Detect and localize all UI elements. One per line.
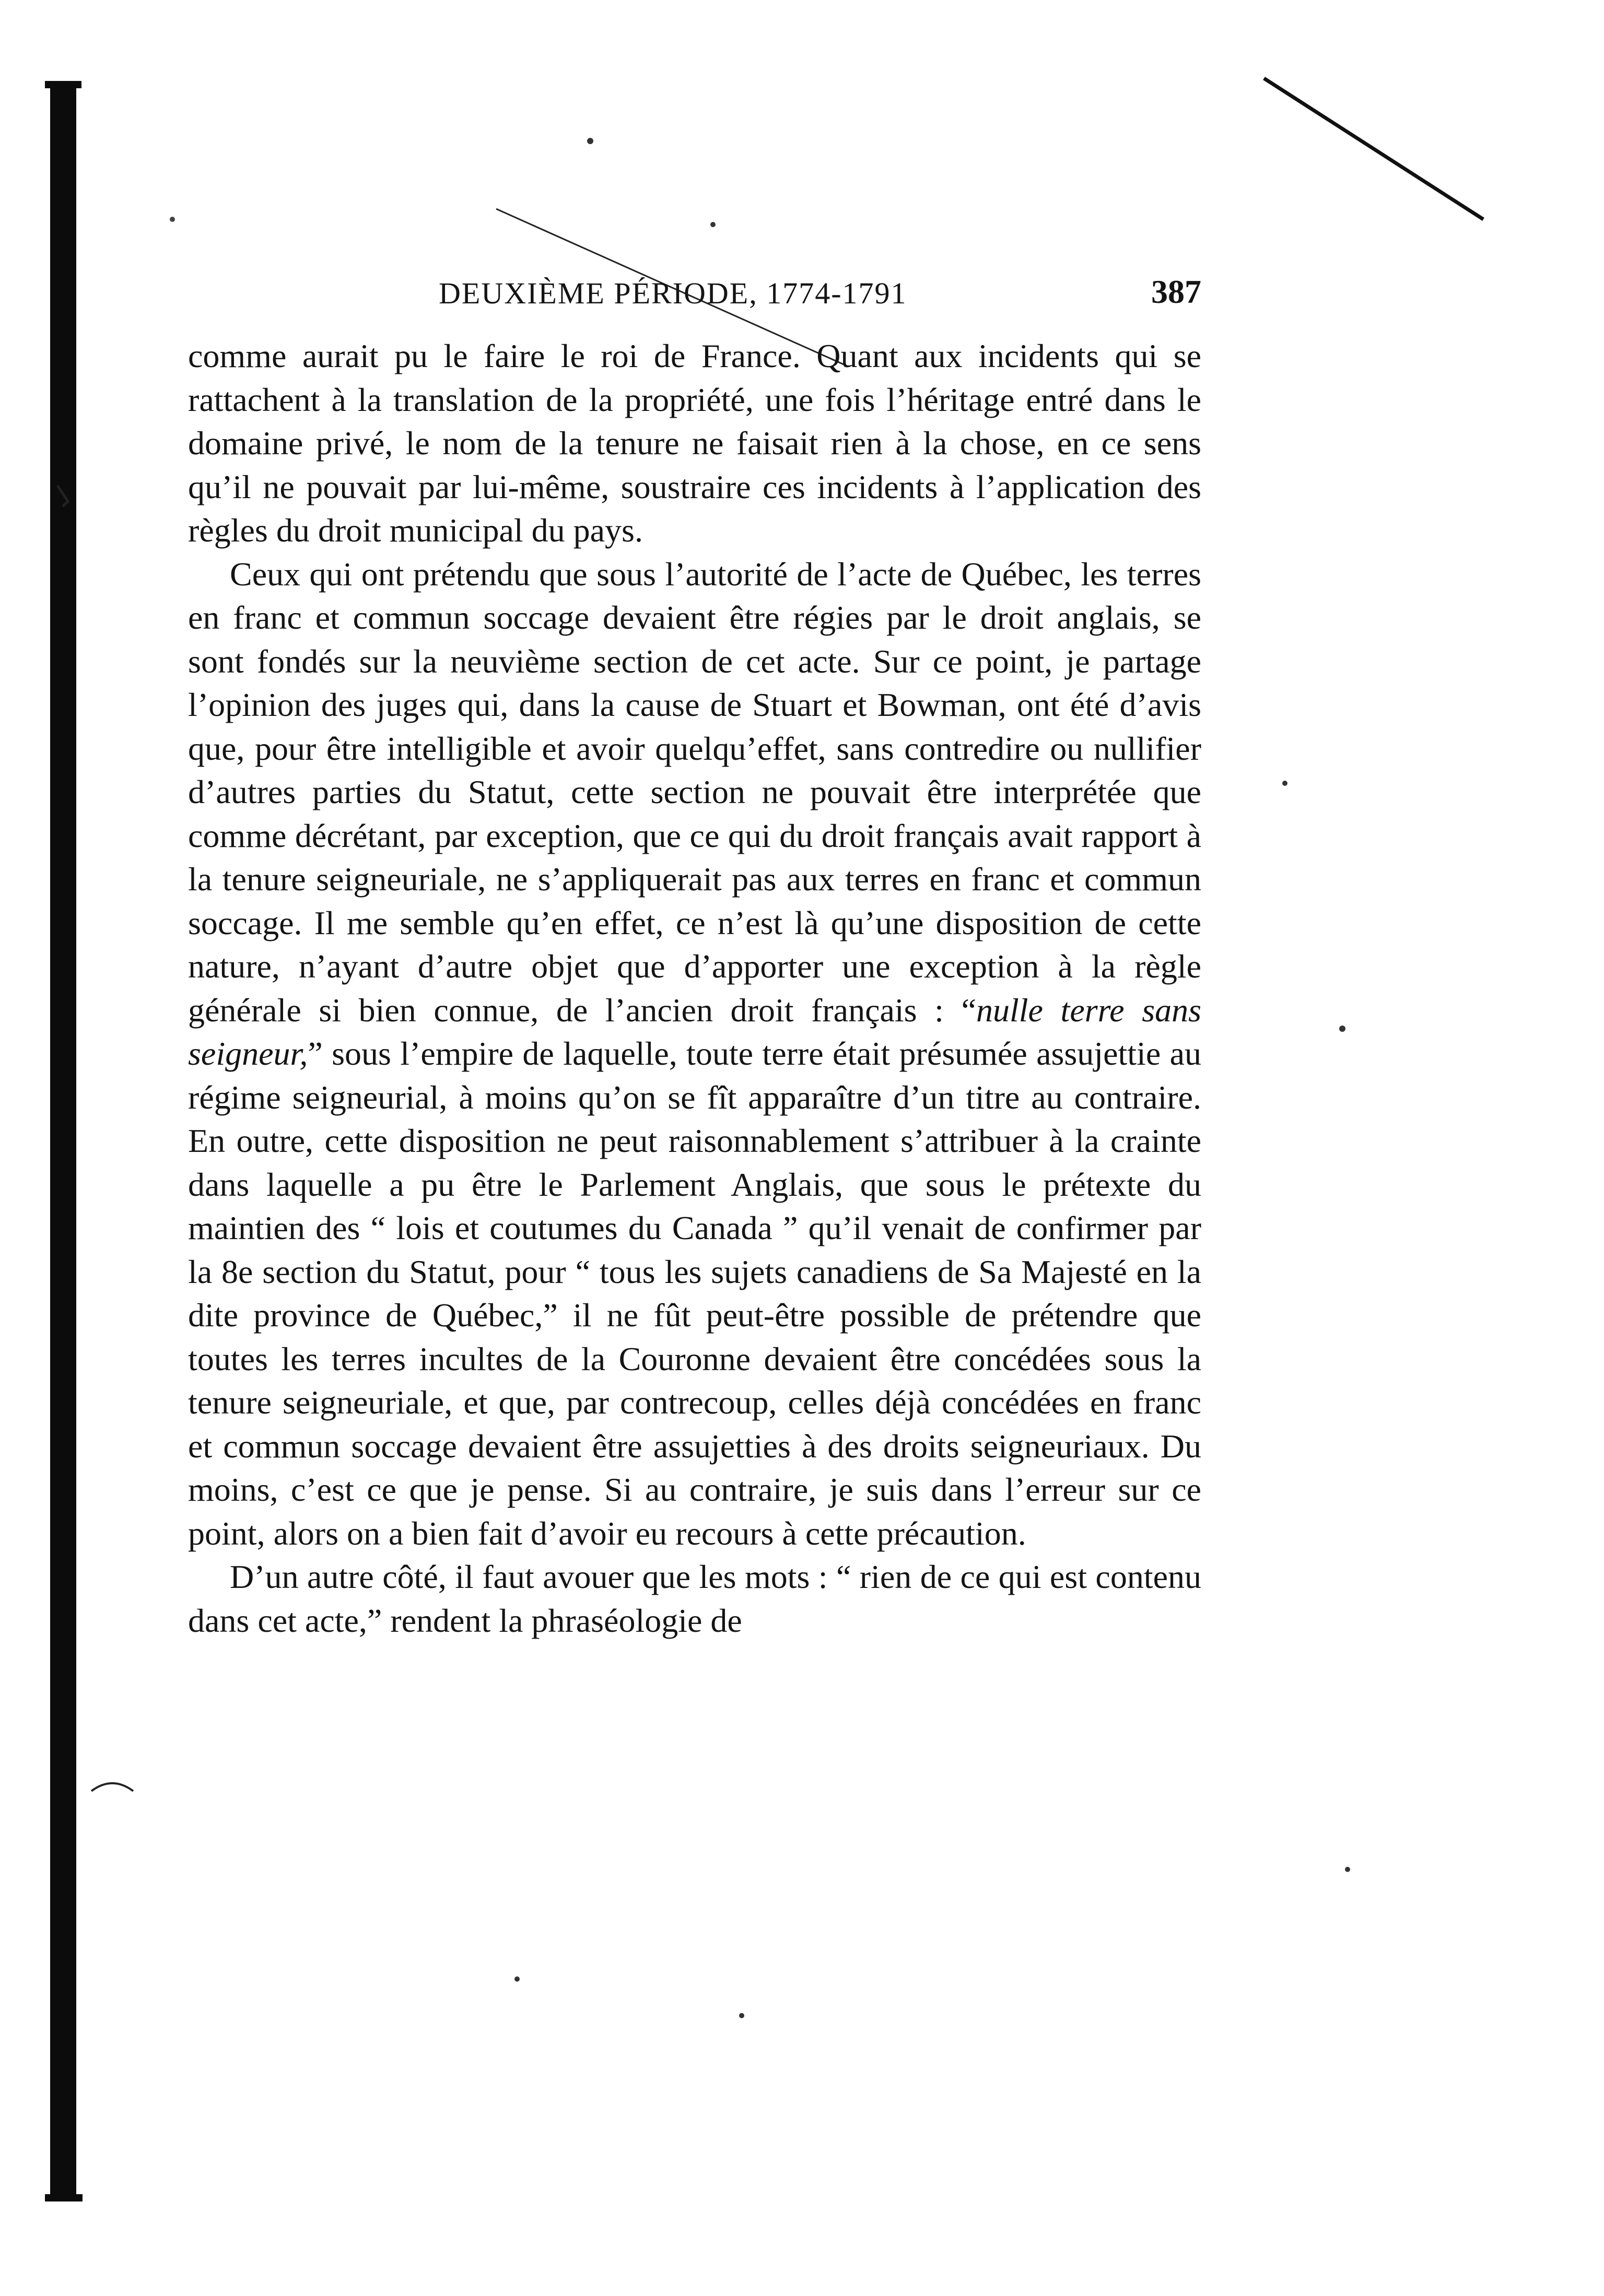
- paragraph-text: ” sous l’empire de laquelle, toute terre était présumée assujettie au régime seigneurial, à moins qu’on se fît apparaître d’un titre au contraire. En outre, cette disposition ne peut raisonnablement s’attribuer à la crainte dans laquelle a pu être le Parlement Anglais, que sous le prétexte du maintien des “ lois et coutumes du Canada ” qu’il venait de confirmer par la 8e section du Statut, pour “ tous les sujets canadiens de Sa Majesté en la dite province de Québec,” il ne fût peut-être possible de prétendre que toutes les terres incultes de la Couronne devaient être concédées sous la tenure seigneuriale, et que, par contrecoup, celles déjà concédées en franc et commun soccage devaient être assujetties à des droits seigneuriaux. Du moins, c’est ce que je pense. Si au contraire, je suis dans l’erreur sur ce point, alors on a bien fait d’avoir eu recours à cette précaution.: [188, 1035, 1201, 1552]
- speck: [710, 222, 716, 227]
- paragraph: D’un autre côté, il faut avouer que les mots : “ rien de ce qui est contenu dans cet acte,” rendent la phraséologie de: [188, 1558, 1201, 1639]
- speck: [587, 138, 593, 144]
- speck: [1345, 1867, 1350, 1872]
- speck: [1282, 781, 1287, 786]
- running-title: DEUXIÈME PÉRIODE, 1774-1791: [439, 276, 907, 310]
- paragraph-text: Ceux qui ont prétendu que sous l’autorité de l’acte de Québec, les terres en franc et commun soccage devaient être régies par le droit anglais, se sont fondés sur la neuvième section de cet acte. Sur ce point, je partage l’opinion des juges qui, dans la cause de Stuart et Bowman, ont été d’avis que, pour être intelligible et avoir quelqu’effet, sans contredire ou nullifier d’autres parties du Statut, cette section ne pouvait être interprétée que comme décrétant, par exception, que ce qui du droit français avait rapport à la tenure seigneuriale, ne s’appliquerait pas aux terres en franc et commun soccage. Il me semble qu’en effet, ce n’est là qu’une disposition de cette nature, n’ayant d’autre objet que d’apporter une exception à la règle générale si bien connue, de l’ancien droit français : “: [188, 555, 1201, 1029]
- italic-quotation: nulle terre sans seigneur,: [188, 991, 1202, 1072]
- speck: [514, 1976, 520, 1982]
- body-text: [188, 334, 1201, 1642]
- speck: [170, 217, 175, 222]
- speck: [739, 2013, 744, 2018]
- paragraph: [188, 552, 1201, 1556]
- margin-mark-left: [91, 1783, 133, 1791]
- page-header: [188, 261, 1201, 324]
- margin-mark-left-upper: [57, 486, 68, 507]
- page-number: 387: [1151, 273, 1201, 310]
- speck: [1339, 1026, 1345, 1032]
- paragraph: comme aurait pu le faire le roi de France. Quant aux incidents qui se rattachent à la translation de la propriété, une fois l’héritage entré dans le domaine privé, le nom de la tenure ne faisait rien à la chose, en ce sens qu’il ne pouvait par lui-même, soustraire ces incidents à l’application des règles du droit municipal du pays.: [188, 337, 1201, 549]
- pen-stroke-top-right: [1264, 78, 1483, 219]
